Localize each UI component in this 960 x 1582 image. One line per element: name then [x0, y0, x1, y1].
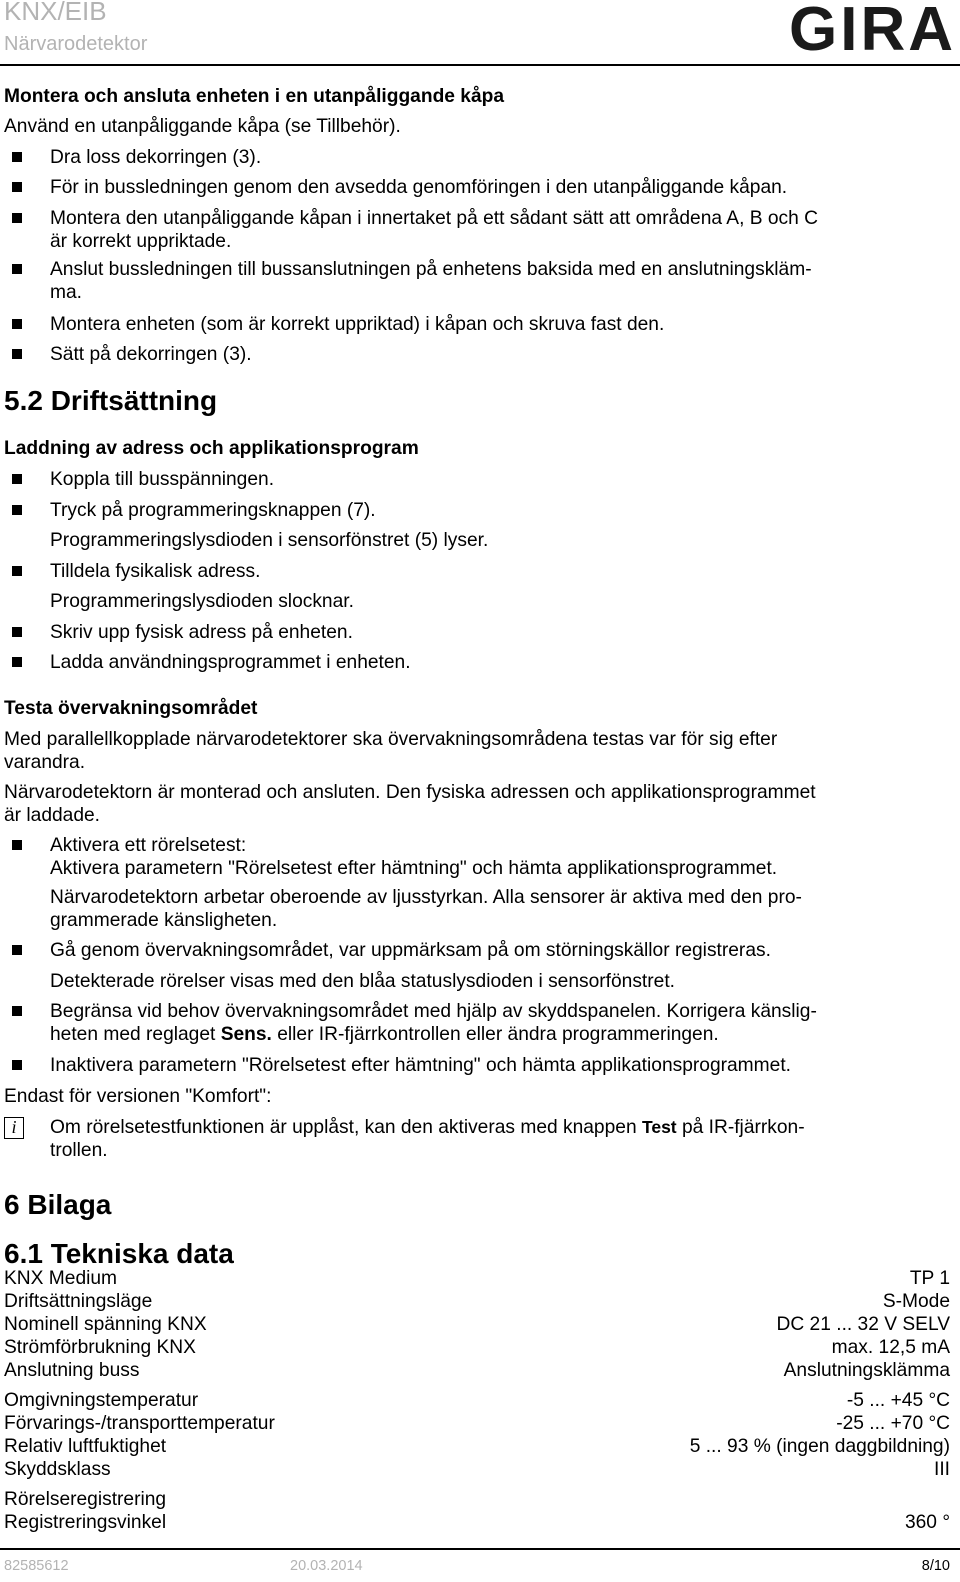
test-note: Detekterade rörelser visas med den blåa statuslysdioden i sensorfönstret. [50, 971, 675, 992]
tech-value: TP 1 [909, 1268, 950, 1289]
test-paragraph-cont: varandra. [4, 752, 86, 773]
page-number: 8/10 [921, 1558, 950, 1574]
header-title: KNX/EIB [4, 0, 107, 26]
test-note: Närvarodetektorn arbetar oberoende av ljusstyrkan. Alla sensorer är aktiva med den pro- [50, 887, 802, 908]
info-text-part: på IR-fjärrkon- [676, 1117, 805, 1138]
mount-step: För in bussledningen genom den avsedda genomföringen i den utanpåliggande kåpan. [50, 177, 788, 198]
komfort-note: Endast för versionen "Komfort": [4, 1086, 272, 1107]
gira-logo: GIRA [789, 0, 956, 64]
info-text [50, 1116, 805, 1139]
tech-value: III [934, 1459, 950, 1480]
test-button-label: Test [641, 1117, 677, 1137]
commissioning-step: Tilldela fysikalisk adress. [50, 561, 261, 582]
section-heading-6: 6 Bilaga [4, 1189, 112, 1220]
test-step-cont: Aktivera parametern "Rörelsetest efter hämtning" och hämta applikationsprogrammet. [50, 858, 778, 879]
bullet-icon [12, 840, 22, 850]
bullet-icon [12, 505, 22, 515]
tech-key: Rörelseregistrering [4, 1489, 167, 1510]
doc-number: 82585612 [4, 1558, 69, 1574]
test-step: Inaktivera parametern "Rörelsetest efter hämtning" och hämta applikationsprogrammet. [50, 1055, 791, 1076]
tech-value: -25 ... +70 °C [836, 1413, 950, 1434]
tech-key: Relativ luftfuktighet [4, 1436, 167, 1457]
tech-value: 360 ° [904, 1512, 950, 1533]
tech-key: Anslutning buss [4, 1360, 140, 1381]
section-heading-6-1: 6.1 Tekniska data [4, 1238, 234, 1269]
tech-value: 5 ... 93 % (ingen daggbildning) [689, 1436, 950, 1457]
tech-value: max. 12,5 mA [831, 1337, 950, 1358]
bullet-icon [12, 319, 22, 329]
commissioning-step: Ladda användningsprogrammet i enheten. [50, 652, 411, 673]
bullet-icon [12, 474, 22, 484]
test-paragraph: Närvarodetektorn är monterad och ansluten. Den fysiska adressen och applikationsprogrammet [4, 782, 816, 803]
test-step: Gå genom övervakningsområdet, var uppmärksam på om störningskällor registreras. [50, 940, 771, 961]
test-step: Aktivera ett rörelsetest: [50, 835, 247, 856]
header-subtitle: Närvarodetektor [4, 33, 148, 55]
bullet-icon [12, 657, 22, 667]
tech-key: Skyddsklass [4, 1459, 111, 1480]
tech-value: -5 ... +45 °C [846, 1390, 950, 1411]
page-footer [0, 1548, 960, 1582]
test-paragraph: Med parallellkopplade närvarodetektorer ska övervakningsområdena testas var för sig efter [4, 729, 778, 750]
mount-step-cont: ma. [50, 282, 82, 303]
test-step-cont [50, 1023, 719, 1046]
commissioning-step: Koppla till busspänningen. [50, 469, 275, 490]
test-note-cont: grammerade känsligheten. [50, 910, 278, 931]
mount-step-cont: är korrekt uppriktade. [50, 231, 232, 252]
commissioning-step: Skriv upp fysisk adress på enheten. [50, 622, 353, 643]
mount-step: Anslut bussledningen till bussanslutningen på enhetens baksida med en anslutningskläm- [50, 259, 812, 280]
info-text-cont: trollen. [50, 1140, 108, 1161]
bullet-icon [12, 566, 22, 576]
test-step-text: eller IR-fjärrkontrollen eller ändra programmeringen. [271, 1024, 719, 1045]
bullet-icon [12, 349, 22, 359]
commissioning-step: Tryck på programmeringsknappen (7). [50, 500, 376, 521]
header-divider [0, 64, 960, 66]
bullet-icon [12, 182, 22, 192]
tech-value: S-Mode [882, 1291, 950, 1312]
tech-key: Driftsättningsläge [4, 1291, 153, 1312]
mount-step: Dra loss dekorringen (3). [50, 147, 262, 168]
test-step: Begränsa vid behov övervakningsområdet med hjälp av skyddspanelen. Korrigera känslig- [50, 1001, 817, 1022]
info-icon: i [4, 1117, 24, 1139]
info-text-part: Om rörelsetestfunktionen är upplåst, kan den aktiveras med knappen [50, 1117, 642, 1138]
tech-key: Nominell spänning KNX [4, 1314, 207, 1335]
tech-key: Omgivningstemperatur [4, 1390, 199, 1411]
test-heading: Testa övervakningsområdet [4, 698, 258, 719]
bullet-icon [12, 627, 22, 637]
mount-step: Sätt på dekorringen (3). [50, 344, 252, 365]
mount-intro: Använd en utanpåliggande kåpa (se Tillbehör). [4, 116, 401, 137]
bullet-icon [12, 1060, 22, 1070]
section-heading-5-2: 5.2 Driftsättning [4, 385, 218, 416]
tech-key: Förvarings-/transporttemperatur [4, 1413, 275, 1434]
tech-value: DC 21 ... 32 V SELV [776, 1314, 950, 1335]
tech-value: Anslutningsklämma [783, 1360, 950, 1381]
sens-control-label: Sens. [220, 1024, 272, 1045]
bullet-icon [12, 1006, 22, 1016]
commissioning-subheading: Laddning av adress och applikationsprogram [4, 438, 419, 459]
mount-step: Montera enheten (som är korrekt uppriktad) i kåpan och skruva fast den. [50, 314, 665, 335]
bullet-icon [12, 213, 22, 223]
tech-key: Strömförbrukning KNX [4, 1337, 196, 1358]
tech-key: Registreringsvinkel [4, 1512, 167, 1533]
doc-date: 20.03.2014 [290, 1558, 363, 1574]
footer-divider [0, 1548, 960, 1550]
mount-step: Montera den utanpåliggande kåpan i innertaket på ett sådant sätt att områdena A, B och C [50, 208, 819, 229]
test-paragraph-cont: är laddade. [4, 805, 101, 826]
bullet-icon [12, 152, 22, 162]
page-header [0, 0, 960, 64]
mount-heading: Montera och ansluta enheten i en utanpåliggande kåpa [4, 86, 505, 107]
commissioning-result: Programmeringslysdioden slocknar. [50, 591, 354, 612]
bullet-icon [12, 945, 22, 955]
commissioning-result: Programmeringslysdioden i sensorfönstret (5) lyser. [50, 530, 489, 551]
bullet-icon [12, 264, 22, 274]
test-step-text: heten med reglaget [50, 1024, 221, 1045]
tech-key: KNX Medium [4, 1268, 118, 1289]
